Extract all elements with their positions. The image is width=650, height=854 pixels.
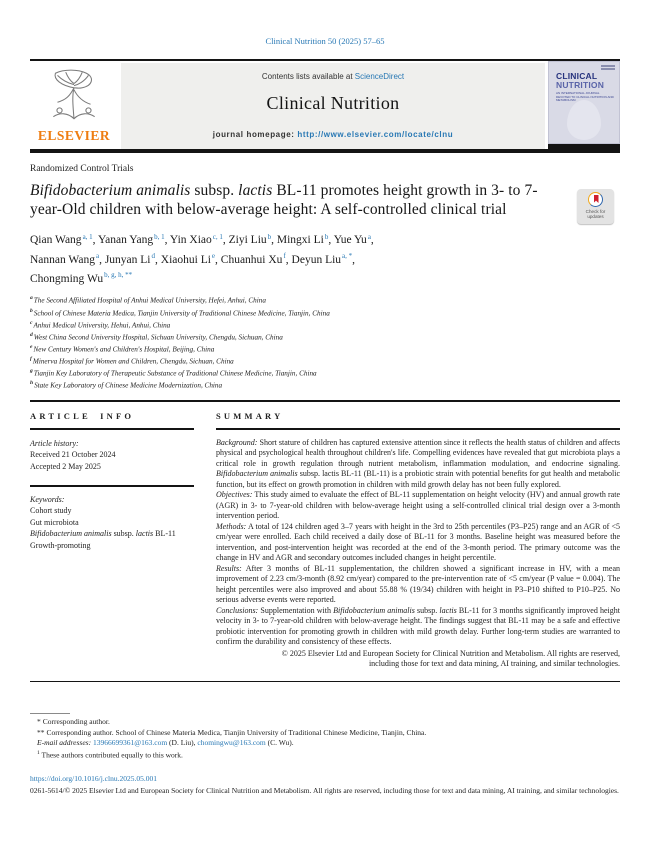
author-name: Ziyi Liu <box>228 234 267 247</box>
journal-homepage-link[interactable]: http://www.elsevier.com/locate/clnu <box>297 130 454 139</box>
journal-title: Clinical Nutrition <box>266 93 400 113</box>
equal-contribution-note <box>30 748 620 761</box>
cover-issue-info <box>601 65 615 71</box>
corresponding-author-note-2 <box>30 728 620 738</box>
info-top-rule <box>30 400 620 402</box>
email-owner-2: (C. Wu). <box>265 738 294 748</box>
article-info-heading: ARTICLE INFO <box>30 410 135 421</box>
author-sep: , <box>271 234 277 247</box>
title-row <box>30 181 620 220</box>
affiliation-text: The Second Affiliated Hospital of Anhui Medical University, Hefei, Anhui, China <box>33 296 266 305</box>
check-badge-label: Check for updates <box>585 208 606 219</box>
elsevier-logo <box>30 61 118 149</box>
affiliation-text: Minerva Hospital for Women and Children, Chengdu, Sichuan, China <box>32 357 234 366</box>
cover-bottom-bar <box>548 144 620 149</box>
footnotes <box>30 713 620 761</box>
article-section-label: Randomized Control Trials <box>30 163 134 174</box>
info-summary-columns <box>30 411 620 670</box>
footnote-number: 1 <box>37 750 40 757</box>
summary-conclusions <box>216 606 620 648</box>
keyword: Gut microbiota <box>30 517 79 527</box>
conclusions-text-3: BL-11 for 3 months significantly improved height velocity in 3- to 7-year-old children with below-average height. The findings suggest that BL-11 may be a safe and effective probiotic intervention for promoting growth in children with mild growth delay. Further long-term studies are warranted to confirm the durability and consistency of these effects. <box>216 605 621 647</box>
affiliation-list <box>30 294 620 391</box>
affiliation <box>30 307 620 319</box>
title-species-italic: Bifidobacterium animalis <box>30 181 191 199</box>
affiliation-sup: e <box>30 343 33 350</box>
journal-cover-thumbnail <box>548 61 620 149</box>
affiliation-sup: f <box>30 355 32 362</box>
author-affil-sup: b, 1 <box>154 232 165 241</box>
author <box>30 273 132 285</box>
copyright-line-1: © 2025 Elsevier Ltd and European Society for Clinical Nutrition and Metabolism. All rights are reserved, <box>281 648 620 658</box>
received-date: Received 21 October 2024 <box>30 450 116 460</box>
keyword-lactis-italic: lactis <box>135 529 154 539</box>
author-affil-sup: e <box>211 251 216 260</box>
conclusions-species-italic: Bifidobacterium animalis <box>333 605 415 615</box>
cover-drop-graphic <box>567 100 601 140</box>
author-sep: , <box>99 253 105 266</box>
cover-title-line2: NUTRITION <box>556 80 605 90</box>
affiliation-sup: a <box>30 295 33 302</box>
author-affil-sup: c, 1 <box>212 232 223 241</box>
author-affil-sup: b <box>267 232 272 241</box>
author <box>160 251 221 266</box>
methods-text: A total of 124 children aged 3–7 years with height in the 3rd to 25th percentiles (P3–P25) range and an AGR of <5 cm/year were enrolled. Each child received a daily dose of BL-11 for 3 months. Baseline height was measured before the intervention, and post-intervention height was recorded at the end of the 3-month period. The primary outcome was the change in HV and AGR and secondary outcomes included changes in height percentile. <box>216 521 620 563</box>
cover-title-line1: CLINICAL <box>556 71 598 81</box>
background-species-italic: Bifidobacterium animalis <box>216 469 298 479</box>
homepage-prefix: journal homepage: <box>212 130 298 139</box>
conclusions-lactis-italic: lactis <box>439 605 457 615</box>
check-for-updates-badge[interactable] <box>577 189 614 224</box>
affiliation-text: School of Chinese Materia Medica, Tianjin University of Traditional Chinese Medicine, Tianjin, China <box>33 308 330 317</box>
affiliation-text: West China Second University Hospital, Sichuan University, Chengdu, Sichuan, China <box>33 333 283 342</box>
author-name: Yin Xiao <box>169 234 212 247</box>
author-affil-sup: a <box>367 232 371 241</box>
journal-header <box>30 61 620 149</box>
summary-bottom-rule <box>30 681 620 683</box>
author <box>220 251 292 266</box>
affiliation-sup: c <box>30 319 33 326</box>
contents-line <box>121 72 545 81</box>
author <box>277 234 334 246</box>
author-line-1 <box>30 230 620 249</box>
copyright-line-2: including those for text and data mining, AI training, and similar technologies. <box>368 659 620 669</box>
contents-prefix: Contents lists available at <box>261 72 355 81</box>
author-sep: , <box>215 253 221 266</box>
author-list <box>30 230 620 288</box>
asterisk-mark: * <box>37 717 41 727</box>
corresponding-author-text-1: Corresponding author. <box>42 717 110 727</box>
crossmark-icon <box>588 192 603 207</box>
conclusions-text-1: Supplementation with <box>258 605 334 615</box>
author <box>104 251 161 266</box>
affiliation-sup: h <box>30 380 34 387</box>
author <box>30 251 105 266</box>
author-name: Chongming Wu <box>30 272 104 285</box>
footnote-rule <box>30 713 70 714</box>
author-line-3 <box>30 268 620 287</box>
issn-copyright-line: 0261-5614/© 2025 Elsevier Ltd and European Society for Clinical Nutrition and Metabolism. All rights are reserved, including those for text and data mining, AI training, and similar technologies. <box>30 786 619 796</box>
author-name: Junyan Li <box>104 253 151 266</box>
affiliation <box>30 355 620 367</box>
summary-column <box>216 411 620 670</box>
elsevier-wordmark: ELSEVIER <box>37 128 111 143</box>
author-affil-sup: f <box>283 251 286 260</box>
author-name: Nannan Wang <box>30 253 95 266</box>
objectives-text: This study aimed to evaluate the effect of BL-11 supplementation on height velocity (HV) and annual growth rate (AGR) in 3- to 7-year-old children with below-average height using a self-controlled clinical trial design over a 3-month intervention period. <box>216 490 620 521</box>
author-affil-sup: a <box>95 251 100 260</box>
summary-background <box>216 438 620 491</box>
corresponding-author-note-1 <box>30 717 620 727</box>
conclusions-label: Conclusions: <box>216 605 259 615</box>
author <box>229 234 277 246</box>
title-regular-1: subsp. <box>190 181 239 199</box>
accepted-date: Accepted 2 May 2025 <box>30 461 101 471</box>
cover-title <box>556 72 614 90</box>
results-text: After 3 months of BL-11 supplementation, the children showed a significant increase in HV, with a mean improvement of 2.23 cm/3-month (8.92 cm/year) compared to the pre-intervention rate of <5 cm/year (P value = 0.004). The height percentiles were also improved and about 55.88 % (19/34) children with height in P3–P10 shifted to P10–P25. No serious adverse events were reported. <box>216 563 620 605</box>
author-sep: , <box>328 234 334 247</box>
objectives-label: Objectives: <box>216 490 253 500</box>
background-text-1: Short stature of children has captured extensive attention since it reflects the health status of children and affects physical and psychological health throughout children's life. Compelling evidences have revealed that gut microbiota plays a critical role in growth regulation through nutrient metabolism, inflammation modulation, and endocrine signaling. <box>216 437 620 468</box>
header-bottom-rule <box>30 149 620 153</box>
affiliation-sup: g <box>30 368 33 375</box>
affiliation <box>30 331 620 343</box>
journal-banner <box>121 63 545 149</box>
page-citation-link[interactable]: Clinical Nutrition 50 (2025) 57–65 <box>265 36 385 46</box>
email-label: E-mail addresses: <box>37 738 92 748</box>
author-affil-sup: b, g, h, ** <box>104 271 133 280</box>
keyword-species-italic: Bifidobacterium animalis <box>30 529 112 539</box>
summary-results <box>216 564 620 606</box>
homepage-line <box>121 130 545 139</box>
article-info-rule <box>30 428 194 430</box>
affiliation-sup: b <box>30 307 33 314</box>
page-footer <box>30 774 620 796</box>
summary-heading: SUMMARY <box>216 410 284 421</box>
author-name: Yue Yu <box>333 234 367 247</box>
affiliation <box>30 319 620 331</box>
author-name: Deyun Liu <box>291 253 342 266</box>
author-name: Chuanhui Xu <box>220 253 283 266</box>
author <box>98 234 170 246</box>
author-sep: , <box>222 234 229 247</box>
affiliation-text: State Key Laboratory of Chinese Medicine Modernization, China <box>34 381 223 390</box>
methods-label: Methods: <box>216 521 247 531</box>
double-asterisk-mark: ** <box>37 727 45 737</box>
summary-objectives <box>216 490 620 522</box>
keywords-label: Keywords: <box>30 494 65 504</box>
email-addresses-line <box>30 738 620 748</box>
summary-methods <box>216 522 620 564</box>
background-text-2: subsp. lactis BL-11 (BL-11) is a probiotic strain with potential benefits for gut health and metabolic function, but its effect on growth promotion in children with mild growth delay has not been fully explored. <box>216 469 621 489</box>
keyword: Growth-promoting <box>30 540 91 550</box>
corresponding-author-text-2: Corresponding author. School of Chinese Materia Medica, Tianjin University of Traditional Chinese Medicine, Tianjin, China. <box>46 727 427 737</box>
keyword <box>30 528 194 540</box>
author-sep: , <box>285 253 292 266</box>
journal-cover <box>548 61 620 144</box>
author-name: Xiaohui Li <box>160 253 211 266</box>
cover-subtitle: AN INTERNATIONAL JOURNAL DEVOTED TO CLINICAL NUTRITION AND METABOLISM <box>556 91 614 103</box>
keywords-rule <box>30 485 194 487</box>
author-affil-sup: a, * <box>342 251 353 260</box>
author <box>291 251 356 266</box>
doi-link[interactable]: https://doi.org/10.1016/j.clnu.2025.05.001 <box>30 774 157 784</box>
author-affil-sup: d <box>151 251 156 260</box>
affiliation <box>30 367 620 379</box>
title-lactis-italic: lactis <box>238 181 273 199</box>
background-label: Background: <box>216 437 258 447</box>
affiliation-text: Tianjin Key Laboratory of Therapeutic Substance of Traditional Chinese Medicine, Tianjin, China <box>33 369 317 378</box>
copyright-notice <box>216 649 620 670</box>
affiliation <box>30 294 620 306</box>
author-affil-sup: b <box>324 232 329 241</box>
author <box>170 234 229 246</box>
author-sep: , <box>155 253 161 266</box>
author-sep: , <box>164 234 170 247</box>
author-name: Yanan Yang <box>98 234 154 247</box>
summary-rule <box>216 428 620 430</box>
author-affil-sup: a, 1 <box>82 232 93 241</box>
author-name: Qian Wang <box>30 234 82 247</box>
affiliation-text: New Century Women's and Children's Hospital, Beijing, China <box>33 345 215 354</box>
affiliation-sup: d <box>30 331 33 338</box>
title-regular-2: BL-11 promotes height growth in 3- to 7-year-Old children with below-average height: A self-controlled clinical trial <box>30 181 538 218</box>
results-label: Results: <box>216 563 242 573</box>
article-info-column <box>30 411 194 670</box>
author-sep: , <box>370 234 374 247</box>
conclusions-text-2: subsp. <box>414 605 440 615</box>
affiliation-text: Anhui Medical University, Hehui, Anhui, China <box>33 321 171 330</box>
keyword-regular: BL-11 <box>153 529 176 539</box>
article-title <box>30 181 564 220</box>
equal-contribution-text: These authors contributed equally to this work. <box>41 750 183 760</box>
author-sep: , <box>352 253 356 266</box>
sciencedirect-link[interactable]: ScienceDirect <box>354 72 405 81</box>
author <box>30 234 98 246</box>
keyword: Cohort study <box>30 506 72 516</box>
email-owner-1: (D. Liu), <box>167 738 198 748</box>
email-link-1[interactable]: 13966699361@163.com <box>92 738 168 748</box>
affiliation <box>30 343 620 355</box>
keyword-regular: subsp. <box>111 529 136 539</box>
author <box>334 234 374 246</box>
author-name: Mingxi Li <box>276 234 324 247</box>
affiliation <box>30 379 620 391</box>
author-line-2 <box>30 249 620 268</box>
elsevier-tree-icon <box>43 65 105 127</box>
article-history-label: Article history: <box>30 438 79 448</box>
author-sep: , <box>92 234 98 247</box>
email-link-2[interactable]: chomingwu@163.com <box>197 738 266 748</box>
bookmark-icon <box>594 195 599 203</box>
